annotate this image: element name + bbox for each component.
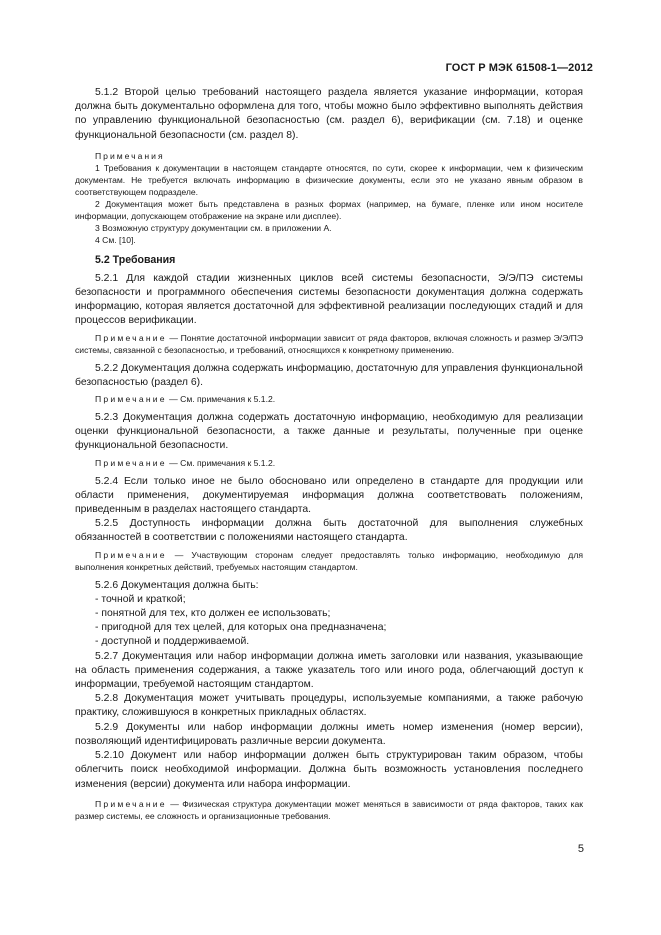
note-5-2-5 [75,549,583,573]
note-label: Примечание [95,394,167,405]
document-body [75,86,583,822]
section-title-5-2: 5.2 Требования [95,253,176,266]
note-5-2-2 [75,393,583,405]
clause-5-2-1: 5.2.1 Для каждой стадии жизненных циклов всей системы безопасности, Э/Э/ПЭ системы безопасности и программного обеспечения системы безопасности документация должна содержать информацию, которая является достаточной для эффективной реализации последующих стадий и для процессов верификации. [75,272,583,327]
list-item: - доступной и поддерживаемой. [95,636,250,648]
note-text: — См. примечания к 5.1.2. [166,394,276,405]
document-header: ГОСТ Р МЭК 61508-1—2012 [445,62,593,74]
note-1: 1 Требования к документации в настоящем стандарте относятся, по сути, скорее к информации, чем к физическим документам. Не требуется включать информацию в физические документы, если это не указано явным образом в соответствующем подразделе. [75,162,583,197]
clause-5-2-6: 5.2.6 Документация должна быть: [95,579,259,591]
clause-5-2-3: 5.2.3 Документация должна содержать достаточную информацию, необходимую для реализации оценки функциональной безопасности, а также данные и результаты, полученные при оценке функциональной безопасности. [75,412,583,452]
page-number: 5 [577,843,584,855]
note-4: 4 См. [10]. [95,234,136,245]
list-item: - точной и краткой; [95,593,186,605]
note-text: — Участвующим сторонам следует предоставлять только информацию, необходимую для выполнения конкретных действий, требуемых настоящим стандартом. [75,549,583,572]
note-5-2-3 [75,457,583,469]
clause-5-2-4: 5.2.4 Если только иное не было обосновано или определено в стандарте для продукции или области применения, документируемая информация должна соответствовать положениям, приведенным в разделах настоящего стандарта. [75,475,583,516]
notes-title: Примечания [95,150,165,161]
note-2: 2 Документация может быть представлена в разных формах (например, на бумаге, пленке или ином носителе информации, допускающем отображение на экране или дисплее). [75,198,583,221]
clause-5-2-5: 5.2.5 Доступность информации должна быть достаточной для выполнения служебных обязанностей в соответствии с положениями настоящего стандарта. [75,518,583,544]
clause-5-2-10: 5.2.10 Документ или набор информации должен быть структурирован таким образом, чтобы облегчить поиск необходимой информации. Должна быть возможность установления последнего изменения (версии) документа или набора информации. [75,750,583,790]
clause-5-1-2: 5.1.2 Второй целью требований настоящего раздела является указание информации, которая должна быть документально оформлена для того, чтобы можно было эффективно выполнять действия по управлению функциональной безопасностью (см. раздел 6), верификации (см. 7.18) и оценке функциональной безопасности (см. раздел 8). [75,87,583,141]
clause-5-2-7: 5.2.7 Документация или набор информации должна иметь заголовки или названия, указывающие на область применения содержания, а также указатель того или иного рода, облегчающий доступ к информации, требуемой настоящим стандартом. [75,650,583,691]
clause-5-2-8: 5.2.8 Документация может учитывать процедуры, используемые компаниями, а также рабочую практику, сложившуюся в конкретных прикладных областях. [75,693,583,719]
note-5-2-1 [75,332,583,356]
clause-5-2-2: 5.2.2 Документация должна содержать информацию, достаточную для управления функциональной безопасностью (раздел 6). [75,362,583,388]
note-5-2-10 [75,798,583,822]
note-label: Примечание [95,332,167,343]
list-item: - пригодной для тех целей, для которых она предназначена; [95,622,387,634]
note-3: 3 Возможную структуру документации см. в приложении А. [95,222,332,233]
note-label: Примечание [95,798,167,809]
list-item: - понятной для тех, кто должен ее использовать; [95,608,331,620]
clause-5-2-9: 5.2.9 Документы или набор информации должны иметь номер изменения (номер версии), позволяющий идентифицировать различные версии документа. [75,721,583,747]
note-label: Примечание [95,457,167,468]
note-label: Примечание [95,549,167,560]
note-text: — Физическая структура документации может меняться в зависимости от ряда факторов, таких как размер системы, ее сложность и организационные требования. [75,798,583,821]
note-text: — Понятие достаточной информации зависит от ряда факторов, включая сложность и размер Э/Э/ПЭ системы, связанной с безопасностью, и требований, относящихся к конкретному применению. [75,332,583,355]
note-text: — См. примечания к 5.1.2. [166,457,276,468]
